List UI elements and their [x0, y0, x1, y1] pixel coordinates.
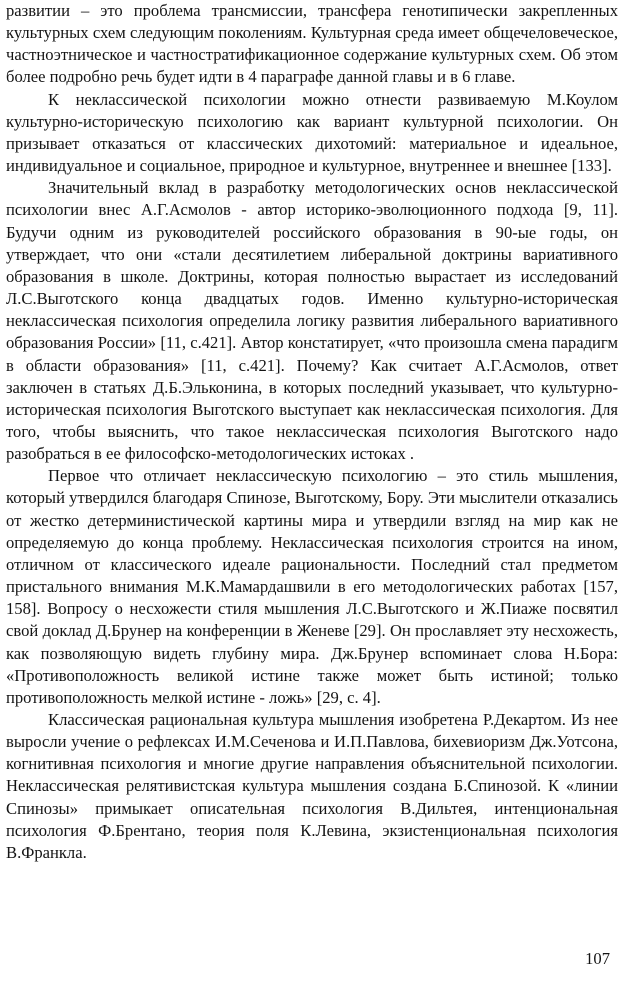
paragraph-2: К неклассической психологии можно отнести развиваемую М.Коулом культурно-историческую психологию как вариант культурной психологии. Он призывает отказаться от классических дихотомий: материальное и идеальное, индивидуальное и социальное, природное и культурное, внутреннее и внешнее [133].	[6, 89, 618, 176]
paragraph-5: Классическая рациональная культура мышления изобретена Р.Декартом. Из нее выросли учение о рефлексах И.М.Сеченова и И.П.Павлова, бихевиоризм Дж.Уотсона, когнитивная психология и многие другие направления объяснительной психологии. Неклассическая релятивистская культура мышления создана Б.Спинозой. К «линии Спинозы» примыкает описательная психология В.Дильтея, интенциональная психология Ф.Брентано, теория поля К.Левина, экзистенциональная психология В.Франкла.	[6, 710, 618, 862]
paragraph-4: Первое что отличает неклассическую психологию – это стиль мышления, который утвердился благодаря Спинозе, Выготскому, Бору. Эти мыслители отказались от жестко детерминистической картины мира и утвердили взгляд на мир как не определяемую до конца проблему. Неклассическая психология строится на ином, отличном от классического идеале рациональности. Последний стал предметом пристального внимания М.К.Мамардашвили в его методологических работах [157, 158]. Вопросу о несхожести стиля мышления Л.С.Выготского и Ж.Пиаже посвятил свой доклад Д.Брунер на конференции в Женеве [29]. Он прославляет эту несхожесть, как позволяющую видеть глубину мира. Дж.Брунер вспоминает слова Н.Бора: «Противоположность великой истине также может быть истиной; только противоположность мелкой истине - ложь» [29, с. 4].	[6, 466, 618, 707]
paragraph-3: Значительный вклад в разработку методологических основ неклассической психологии внес А.Г.Асмолов - автор историко-эволюционного подхода [9, 11]. Будучи одним из руководителей российского образования в 90-ые годы, он утверждает, что они «стали десятилетием либеральной доктрины вариативного образования в школе. Доктрины, которая полностью вырастает из исследований Л.С.Выготского конца двадцатых годов. Именно культурно-историческая неклассическая психология определила логику развития либерального вариативного образования России» [11, с.421]. Автор констатирует, «что произошла смена парадигм в области образования» [11, с.421]. Почему? Как считает А.Г.Асмолов, ответ заключен в статьях Д.Б.Эльконина, в которых последний указывает, что культурно-историческая психология Выготского выступает как неклассическая психология. Для того, чтобы выяснить, что такое неклассическая психология Выготского надо разобраться в ее философско-методологических истоках .	[6, 178, 618, 464]
body-text	[6, 0, 618, 864]
paragraph-1: развитии – это проблема трансмиссии, трансфера генотипически закрепленных культурных схем следующим поколениям. Культурная среда имеет общечеловеческое, частноэтническое и частностратификационное содержание культурных схем. Об этом более подробно речь будет идти в 4 параграфе данной главы и в 6 главе.	[6, 1, 618, 87]
page-number: 107	[585, 949, 610, 968]
